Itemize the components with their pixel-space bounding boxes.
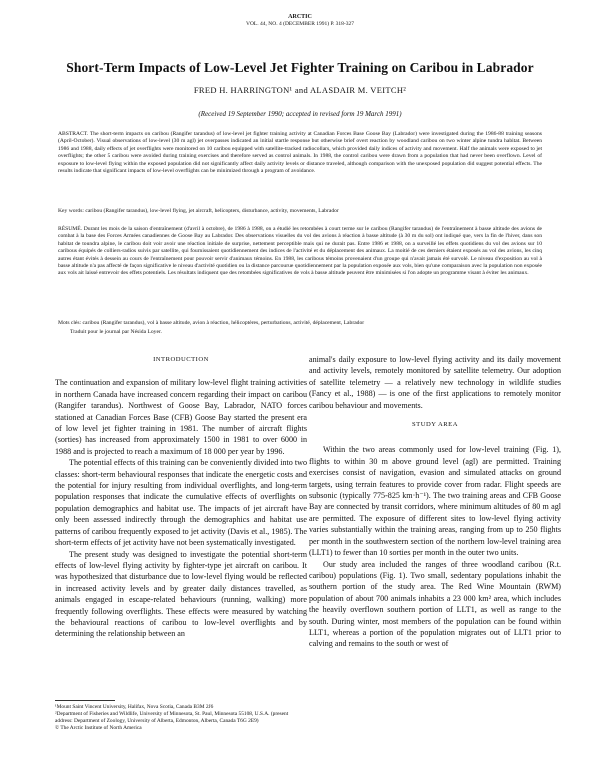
right-column [309, 354, 561, 650]
mots-cles: Mots clés: caribou (Rangifer tarandus), vol à basse altitude, avion à réaction, hélicoptères, perturbations, activité, déplacement, Labrador [58, 320, 365, 326]
intro-heading: INTRODUCTION [153, 356, 209, 363]
translation-credit: Traduit pour le journal par Nésida Loyer. [70, 329, 162, 335]
paper-title: Short-Term Impacts of Low-Level Jet Fighter Training on Caribou in Labrador [66, 60, 534, 75]
copyright: © The Arctic Institute of North America [55, 725, 142, 731]
keywords: Key words: caribou (Rangifer tarandus), low-level flying, jet aircraft, helicopters, disturbance, activity, movements, Labrador [58, 208, 339, 214]
footnote-rule [55, 700, 115, 701]
footnote-1: ¹Mount Saint Vincent University, Halifax, Nova Scotia, Canada B3M 2J6 [55, 704, 214, 710]
study-area-paragraph-2: Our study area included the ranges of three woodland caribou (R.t. caribou) populations (Fig. 1). Two small, sedentary populations inhabit the southern portion of the study area. The Red Wine Mountain (RWM) population of about 700 animals inhabits a 23 000 km² area, which includes the heavily overflown southern portion of LLT1, as well as range to the south. During winter, most members of the population can be found within LLT1, whereas a portion of the population migrates out of LLT1 prior to calving and remains to the south or west of [309, 559, 561, 649]
intro-paragraph-4: animal's daily exposure to low-level flying activity and its daily movement and activity levels, remotely monitored by satellite telemetry. Our adoption of satellite telemetry — a relatively new technology in wildlife studies (Fancy et al., 1988) — is one of the first applications to remotely monitor caribou behaviour and movements. [309, 355, 561, 410]
intro-paragraph-3: The present study was designed to investigate the potential short-term effects of low-level flying activity by fighter-type jet aircraft on caribou. It was hypothesized that disturbance due to low-level flying would be reflected in increased activity levels and by greater daily distances travelled, as animals engaged in escape-related behaviours (running, walking) more frequently following overflights. These effects were measured by watching the behavioural reactions of caribou to low-level overflights and by determining the relationship between an [55, 549, 307, 639]
left-column [55, 354, 307, 640]
volume-info: VOL. 44, NO. 4 (DECEMBER 1991) P. 318-327 [245, 21, 354, 27]
abstract: ABSTRACT. The short-term impacts on caribou (Rangifer tarandus) of low-level jet fighter training activity at Canadian Forces Base Goose Bay (Labrador) were investigated during the 1986-88 training seasons (April-October). Visual observations of low-level (30 m agl) jet overpasses indicated an initial startle response but otherwise brief overt reaction by woodland caribou on two winter alpine tundra habitat. Between 1986 and 1988, daily effects of jet overflights were monitored on 10 caribou equipped with satellite-tracked radiocollars, which provided daily indices of activity and movement. Half the animals were exposed to jet overflights; the other 5 caribou were avoided during training exercises and therefore served as control animals. In 1988, the control caribou were drawn from a population that had never been overflown. Level of exposure to low-level flying within the exposed population did not significantly affect daily activity levels or distance traveled, although comparison with the unexposed population did suggest potential effects. The results indicate that significant impacts of low-level overflights can be minimized through a program of avoidance. [58, 131, 542, 175]
intro-paragraph-2: The potential effects of this training can be conveniently divided into two classes: short-term behavioural responses that indicate the energetic costs and the potential for injury resulting from individual overflights, and long-term population responses that indicate the cumulative effects of overflights on population demographics and habitat use. The impacts of jet aircraft have only been assessed indirectly through the demographics and habitat use patterns of caribou frequently exposed to jet activity (Davis et al., 1985). The short-term effects of jet activity have not been systematically investigated. [55, 458, 307, 548]
journal-name: ARCTIC [288, 14, 312, 20]
study-area-heading: STUDY AREA [412, 421, 458, 429]
paper-authors: FRED H. HARRINGTON¹ and ALASDAIR M. VEITCH² [193, 85, 407, 95]
footnote-2: ²Department of Fisheries and Wildlife, University of Minnesota, St. Paul, Minnesota 55108, U.S.A. (present address: Department of Zoology, University of Alberta, Edmonton, Alberta, Canada T6G 2E9) [55, 711, 289, 724]
intro-paragraph-1: The continuation and expansion of military low-level flight training activities in northern Canada have increased concern regarding their impact on caribou (Rangifer tarandus). Northwest of Goose Bay, Labrador, NATO forces stationed at Canadian Forces Base (CFB) Goose Bay started the present era of low level jet fighter training in 1981. The number of aircraft flights (sorties) has increased from approximately 1500 in 1981 to over 6000 in 1988 and is projected to reach a maximum of 18 000 per year by 1996. [55, 378, 307, 456]
journal-header [0, 14, 600, 28]
study-area-paragraph-1: Within the two areas commonly used for low-level training (Fig. 1), flights to within 30 m above ground level (agl) are permitted. Training exercises consist of navigation, evasion and simulated attacks on ground targets, using terrain features to provide cover from radar. Flight speeds are subsonic (typically 775-825 km·h⁻¹). The two training areas and CFB Goose Bay are connected by transit corridors, where minimum altitudes of 80 m agl are permitted. The exposure of different sites to low-level flying activity varies substantially within the training areas, ranging from up to 250 flights per month in the southwestern section of the northern low-level training area (LLT1) to fewer than 10 sorties per month in the outer two units. [309, 445, 561, 558]
footnotes [55, 700, 307, 732]
received-dates: (Received 19 September 1990; accepted in revised form 19 March 1991) [198, 110, 402, 118]
resume-french: RÉSUMÉ. Durant les mois de la saison d'entraînement (d'avril à octobre), de 1986 à 1988, on a étudié les retombées à court terme sur le caribou (Rangifer tarandus) de l'entraînement à basse altitude des avions de combat à la base des Forces Armées canadiennes de Goose Bay au Labrador. Des observations visuelles du vol des avions à réaction à basse altitude (à 30 m du sol) ont indiqué que, vers la fin de l'hiver, dans son habitat de toundra alpine, le caribou doit voir avoir une réaction initiale de surprise, nettement perceptible mais qui ne durait pas. Entre 1986 et 1988, on a surveillé les effets quotidiens du vol des avions sur 10 caribous équipés de colliers-radios suivis par satellite, qui fournissaient quotidiennement des indices de l'activité et du déplacement des animaux. La moitié de ces derniers étaient exposés au vol des avions, les cinq autres étant évités à dessein au cours de l'entraînement pour pouvoir servir d'animaux témoins. En 1988, les caribous témoins provenaient d'un groupe qui n'avait jamais été survolé. Le niveau d'exposition au vol à basse altitude n'a pas affecté de façon significative le niveau d'activité quotidien ou la distance parcourue quotidiennement par la population exposée aux vols, bien qu'une comparaison avec la population non exposée aux vols ait laissé entrevoir des effets potentiels. Les résultats indiquent que des retombées significatives de vols à basse altitude peuvent être minimisées si l'on adopte un programme visant à éviter les animaux. [58, 226, 542, 277]
